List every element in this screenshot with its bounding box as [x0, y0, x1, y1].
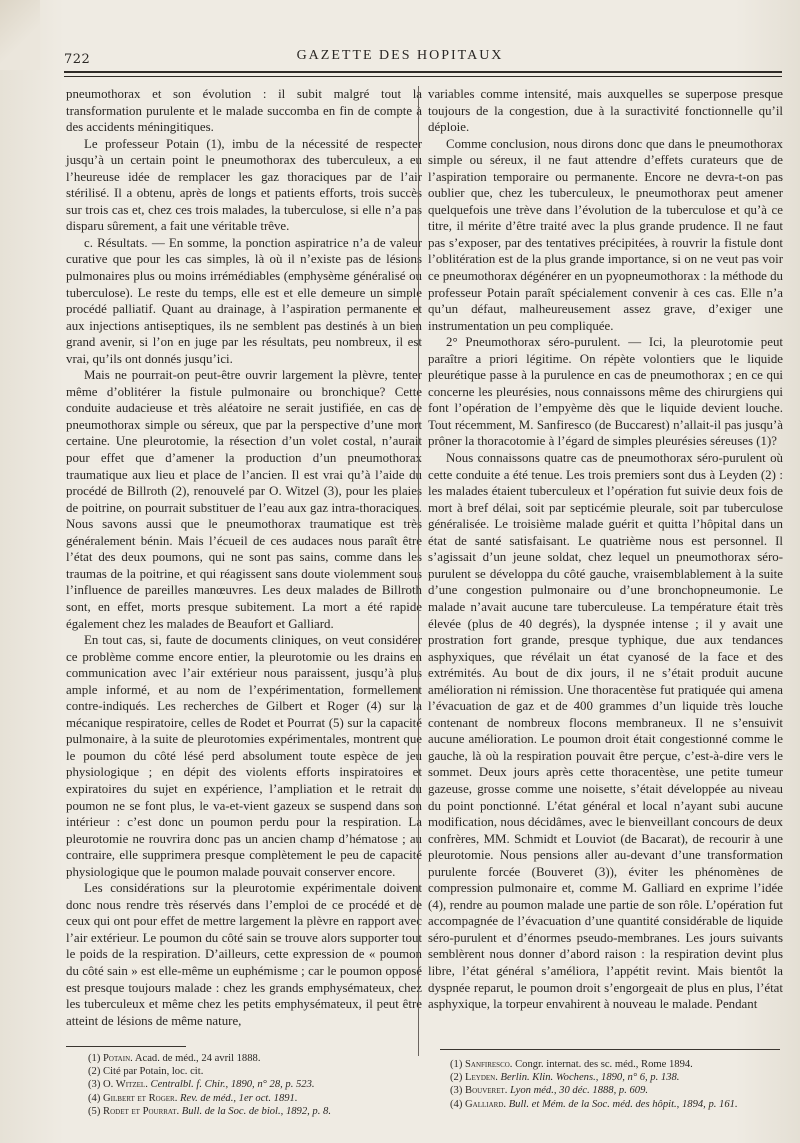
running-title: GAZETTE DES HOPITAUX	[296, 48, 504, 63]
footnote-number: (1)	[450, 1059, 466, 1070]
footnote-source: Bull. et Mém. de la Soc. méd. des hôpit., 1894, p. 161.	[506, 1098, 738, 1110]
paragraph: Comme conclusion, nous dirons donc que dans le pneumothorax simple ou séreux, il ne faut attendre d’effets curateurs que de l’aspiration temporaire ou permanente. Encore ne devra-t-on pas oublier que, chez les tuberculeux, le pneumothorax peut amener quelquefois une trève dans l’évolution de la tuberculose et qu’à ce titre, il mérite d’être traité avec la plus grande prudence. Il ne faut pas s’exposer, par des tentatives précipitées, à rouvrir la fistule dont l’oblitération est de la plus grande importance, si on ne veut pas voir ce pneumothorax dégénérer en un pyopneumothorax : la méthode du professeur Potain paraît spécialement convenir à ces cas. Elle n’a qu’un défaut, malheureusement assez grave, d’exiger une instrumentation un peu compliquée.	[428, 136, 783, 333]
footnote-number: (2)	[88, 1066, 104, 1078]
footnote-number: (5)	[88, 1105, 104, 1117]
footnote-author: Galliard.	[465, 1098, 507, 1110]
footnote	[88, 1078, 444, 1091]
footnote-number: (3)	[450, 1085, 466, 1097]
right-column	[428, 86, 783, 1013]
footnote-author: Potain.	[103, 1053, 133, 1064]
footnote-source: Cité par Potain, loc. cit.	[103, 1066, 204, 1078]
footnote-number: (4)	[88, 1092, 104, 1104]
paragraph: Le professeur Potain (1), imbu de la nécessité de respecter jusqu’à un certain point le pneumothorax des tuberculeux, a eu l’heureuse idée de remplacer les gaz thoraciques par de l’air stérilisé. Il a obtenu, après de longs et patients efforts, trois succès sur trois cas et, chez ces trois malades, la tuberculose, si elle n’a pas disparu sûrement, a fait une véritable trêve.	[66, 136, 422, 234]
footnote	[88, 1105, 444, 1118]
header-rule-thin	[64, 76, 782, 77]
column-divider	[418, 86, 419, 1056]
paragraph: variables comme intensité, mais auxquelles se superpose presque toujours de la congestion, due à la suractivité fonctionnelle qu’il déploie.	[428, 87, 783, 135]
footnote-number: (2)	[450, 1072, 466, 1084]
footnote-author: Rodet et Pourrat.	[103, 1105, 180, 1117]
footnote	[450, 1098, 785, 1111]
header-rule-thick	[64, 71, 782, 73]
footnote-author: Gilbert et Roger.	[103, 1092, 178, 1104]
footnote-source: Acad. de méd., 24 avril 1888.	[132, 1053, 261, 1064]
paragraph: Nous connaissons quatre cas de pneumothorax séro-purulent où cette conduite a été tenue. Les trois premiers sont dus à Leyden (2) : les malades étaient tuberculeux et l’opération fut suivie deux fois de mort à bref délai, soit par septicémie pleurale, soit par tuberculose généralisée. Le troisième malade guérit et quitta l’hôpital dans un état de santé satisfaisant. Le quatrième nous est personnel. Il s’agissait d’un jeune soldat, chez lequel un pneumothorax séro-purulent se développa du côté gauche, vraisemblablement à la suite d’une congestion pulmonaire ou d’une bronchopneumonie. Le malade n’avait aucune tare tuberculeuse. La température était très élevée (plus de 40 degrés), la dyspnée intense ; il y avait une prostration fort grande, presque typhique, due aux tendances asphyxiques, que révélait un état cyanosé de la face et des extrémités. Au bout de dix jours, il ne s’était produit aucune amélioration ni rémission. Une thoracentèse fut pratiquée qui amena l’évacuation de gaz et de 400 grammes d’un liquide très louche contenant de nombreux flocons membraneux. Il ne s’ensuivit aucune amélioration. Le poumon droit était congestionné comme le gauche, là où la respiration pouvait être perçue, c’est-à-dire vers le sommet. Deux jours après cette thoracentèse, une petite tumeur gazeuse, grosse comme une noisette, s’était développée au niveau du point ponctionné. L’état général et local n’ayant subi aucune modification, nous décidâmes, avec le bienveillant concours de deux confrères, MM. Schmidt et Louviot (de Bacarat), de recourir à une pleurotomie. Nous pensions aller au-devant d’une transformation purulente forcée (Bouveret (3)), éviter les phénomènes de compression pulmonaire et, comme M. Galliard en exprime l’idée (4), rendre au poumon malade une partie de son rôle. L’opération fut accompagnée de l’évacuation d’une quantité considérable de liquide séro-purulent et d’énormes pseudo-membranes. Les jours suivants semblèrent nous donner d’abord raison : la respiration devint plus libre, l’état général s’améliora, l’appétit revint. Mais bientôt la dyspnée reparut, le poumon droit s’engorgeait de plus en plus, l’état asphyxique, la torpeur envahirent à nouveau le malade. Pendant	[428, 451, 783, 1012]
footnote	[450, 1071, 785, 1084]
paragraph: c. Résultats. — En somme, la ponction aspiratrice n’a de valeur curative que pour les cas simples, là où il n’existe pas de lésions pulmonaires plus ou moins irrémédiables (emphysème généralisé ou tuberculose). Le reste du temps, elle est et elle demeure un simple procédé palliatif. Quant au drainage, à l’aspiration permanente et aux injections antiseptiques, ils ne semblent pas destinés à un bien grand avenir, si l’on en juge par les résultats, peu nombreux, il est vrai, qu’ils ont donnés jusqu’ici.	[66, 235, 422, 366]
footnote	[450, 1084, 785, 1097]
left-column	[66, 86, 422, 1029]
footnote-source: Rev. de méd., 1er oct. 1891.	[177, 1092, 298, 1104]
paragraph: En tout cas, si, faute de documents cliniques, on veut considérer ce problème comme encore entier, la pleurotomie ou les drains en communication avec l’air extérieur nous paraissent, jusqu’à plus ample informé, et au nom de l’expérimentation, formellement contre-indiqués. Les recherches de Gilbert et Roger (4) sur la mécanique respiratoire, celles de Rodet et Pourrat (5) sur la capacité pulmonaire, à la suite de pleurotomies expérimentales, montrent que le poumon du côté lésé perd absolument toute espèce de jeu physiologique ; en dépit des violents efforts inspiratoires et expiratoires du sujet en expérience, l’ampliation et le retrait du poumon ne se font plus, le va-et-vient gazeux se suspend dans son intérieur : c’est donc un poumon perdu pour la respiration. La pleurotomie ne rouvrira donc pas un ancien champ d’hématose ; au contraire, elle supprimera presque complètement le peu de capacité physiologique que le poumon malade pouvait conserver encore.	[66, 633, 422, 879]
footnotes-right	[450, 1058, 785, 1111]
footnote-number: (4)	[450, 1098, 466, 1110]
footnote-number: (3)	[88, 1079, 104, 1091]
paragraph: 2° Pneumothorax séro-purulent. — Ici, la pleurotomie peut paraître a priori légitime. On répète volontiers que le liquide pleurétique passe à la purulence en cas de pneumothorax ; en ce qui concerne les pleurésies, nous connaissons même des chirurgiens qui font l’opération de l’empyème dès que le liquide devient louche. Tout récemment, M. Sanfiresco (de Buccarest) n’allait-il pas jusqu’à prôner la thoracotomie à l’égard de simples pleurésies séreuses (1)?	[428, 335, 783, 449]
paragraph: Mais ne pourrait-on peut-être ouvrir largement la plèvre, tenter même d’oblitérer la fistule pulmonaire ou bronchique? Cette conduite audacieuse et très aléatoire ne serait justifiée, en cas de pneumothorax simple ou séreux, que par la perspective d’une mort certaine. Une pleurotomie, la résection d’un volet costal, n’aurait pour effet que d’amener la production d’un pneumothorax traumatique aux lieu et place de l’ancien. Il est vrai qu’à l’aide du procédé de Billroth (2), renouvelé par O. Witzel (3), pour les plaies de poitrine, on pourrait substituer de l’eau aux gaz intra-thoraciques. Nous savons aussi que le pneumothorax traumatique est très généralement bénin. Mais l’écueil de ces audaces nous paraît être l’état des deux poumons, qui ne sont pas sains, comme dans les traumas de la poitrine, et qui réagissent sans doute violemment sous l’influence de pareilles manœuvres. Les deux malades de Billroth sont, en effet, morts presque subitement. La mort a été rapide également chez les malades de Beaufort et Galliard.	[66, 368, 422, 631]
footnote	[88, 1065, 444, 1078]
paragraph: pneumothorax et son évolution : il subit malgré tout la transformation purulente et le malade succomba en fin de compte à des accidents méningitiques.	[66, 87, 422, 135]
footnote-source: Congr. internat. des sc. méd., Rome 1894.	[512, 1059, 693, 1070]
page-number: 722	[64, 52, 91, 67]
footnote-author: Bouveret.	[465, 1085, 508, 1097]
footnote-rule	[66, 1046, 186, 1047]
footnote	[88, 1092, 444, 1105]
footnote	[88, 1052, 444, 1065]
paragraph: Les considérations sur la pleurotomie expérimentale doivent donc nous rendre très réservés dans l’emploi de ce procédé et de ceux qui ont pour effet de mettre largement la plèvre en rapport avec l’air extérieur. Le poumon du côté sain se trouve alors supporter tout le poids de la respiration. D’ailleurs, cette expression de « poumon du côté sain » est elle-même un euphémisme ; car le poumon opposé est presque toujours malade : chez les grands emphysémateux, chez les tuberculeux et même chez les petits emphysémateux, il peut être atteint de lésions de même nature,	[66, 881, 422, 1028]
footnote-rule	[440, 1049, 780, 1050]
footnote-author: Sanfiresco.	[465, 1059, 513, 1070]
footnote-source: Berlin. Klin. Wochens., 1890, n° 6, p. 138.	[497, 1072, 680, 1084]
footnote-author: Leyden.	[465, 1072, 498, 1084]
footnote-source: Bull. de la Soc. de biol., 1892, p. 8.	[179, 1105, 331, 1117]
footnote	[450, 1058, 785, 1071]
footnote-author: O. Witzel.	[103, 1079, 148, 1091]
footnotes-left	[88, 1052, 444, 1118]
footnote-source: Centralbl. f. Chir., 1890, n° 28, p. 523.	[147, 1079, 315, 1091]
footnote-source: Lyon méd., 30 déc. 1888, p. 609.	[507, 1085, 649, 1097]
footnote-number: (1)	[88, 1053, 104, 1064]
